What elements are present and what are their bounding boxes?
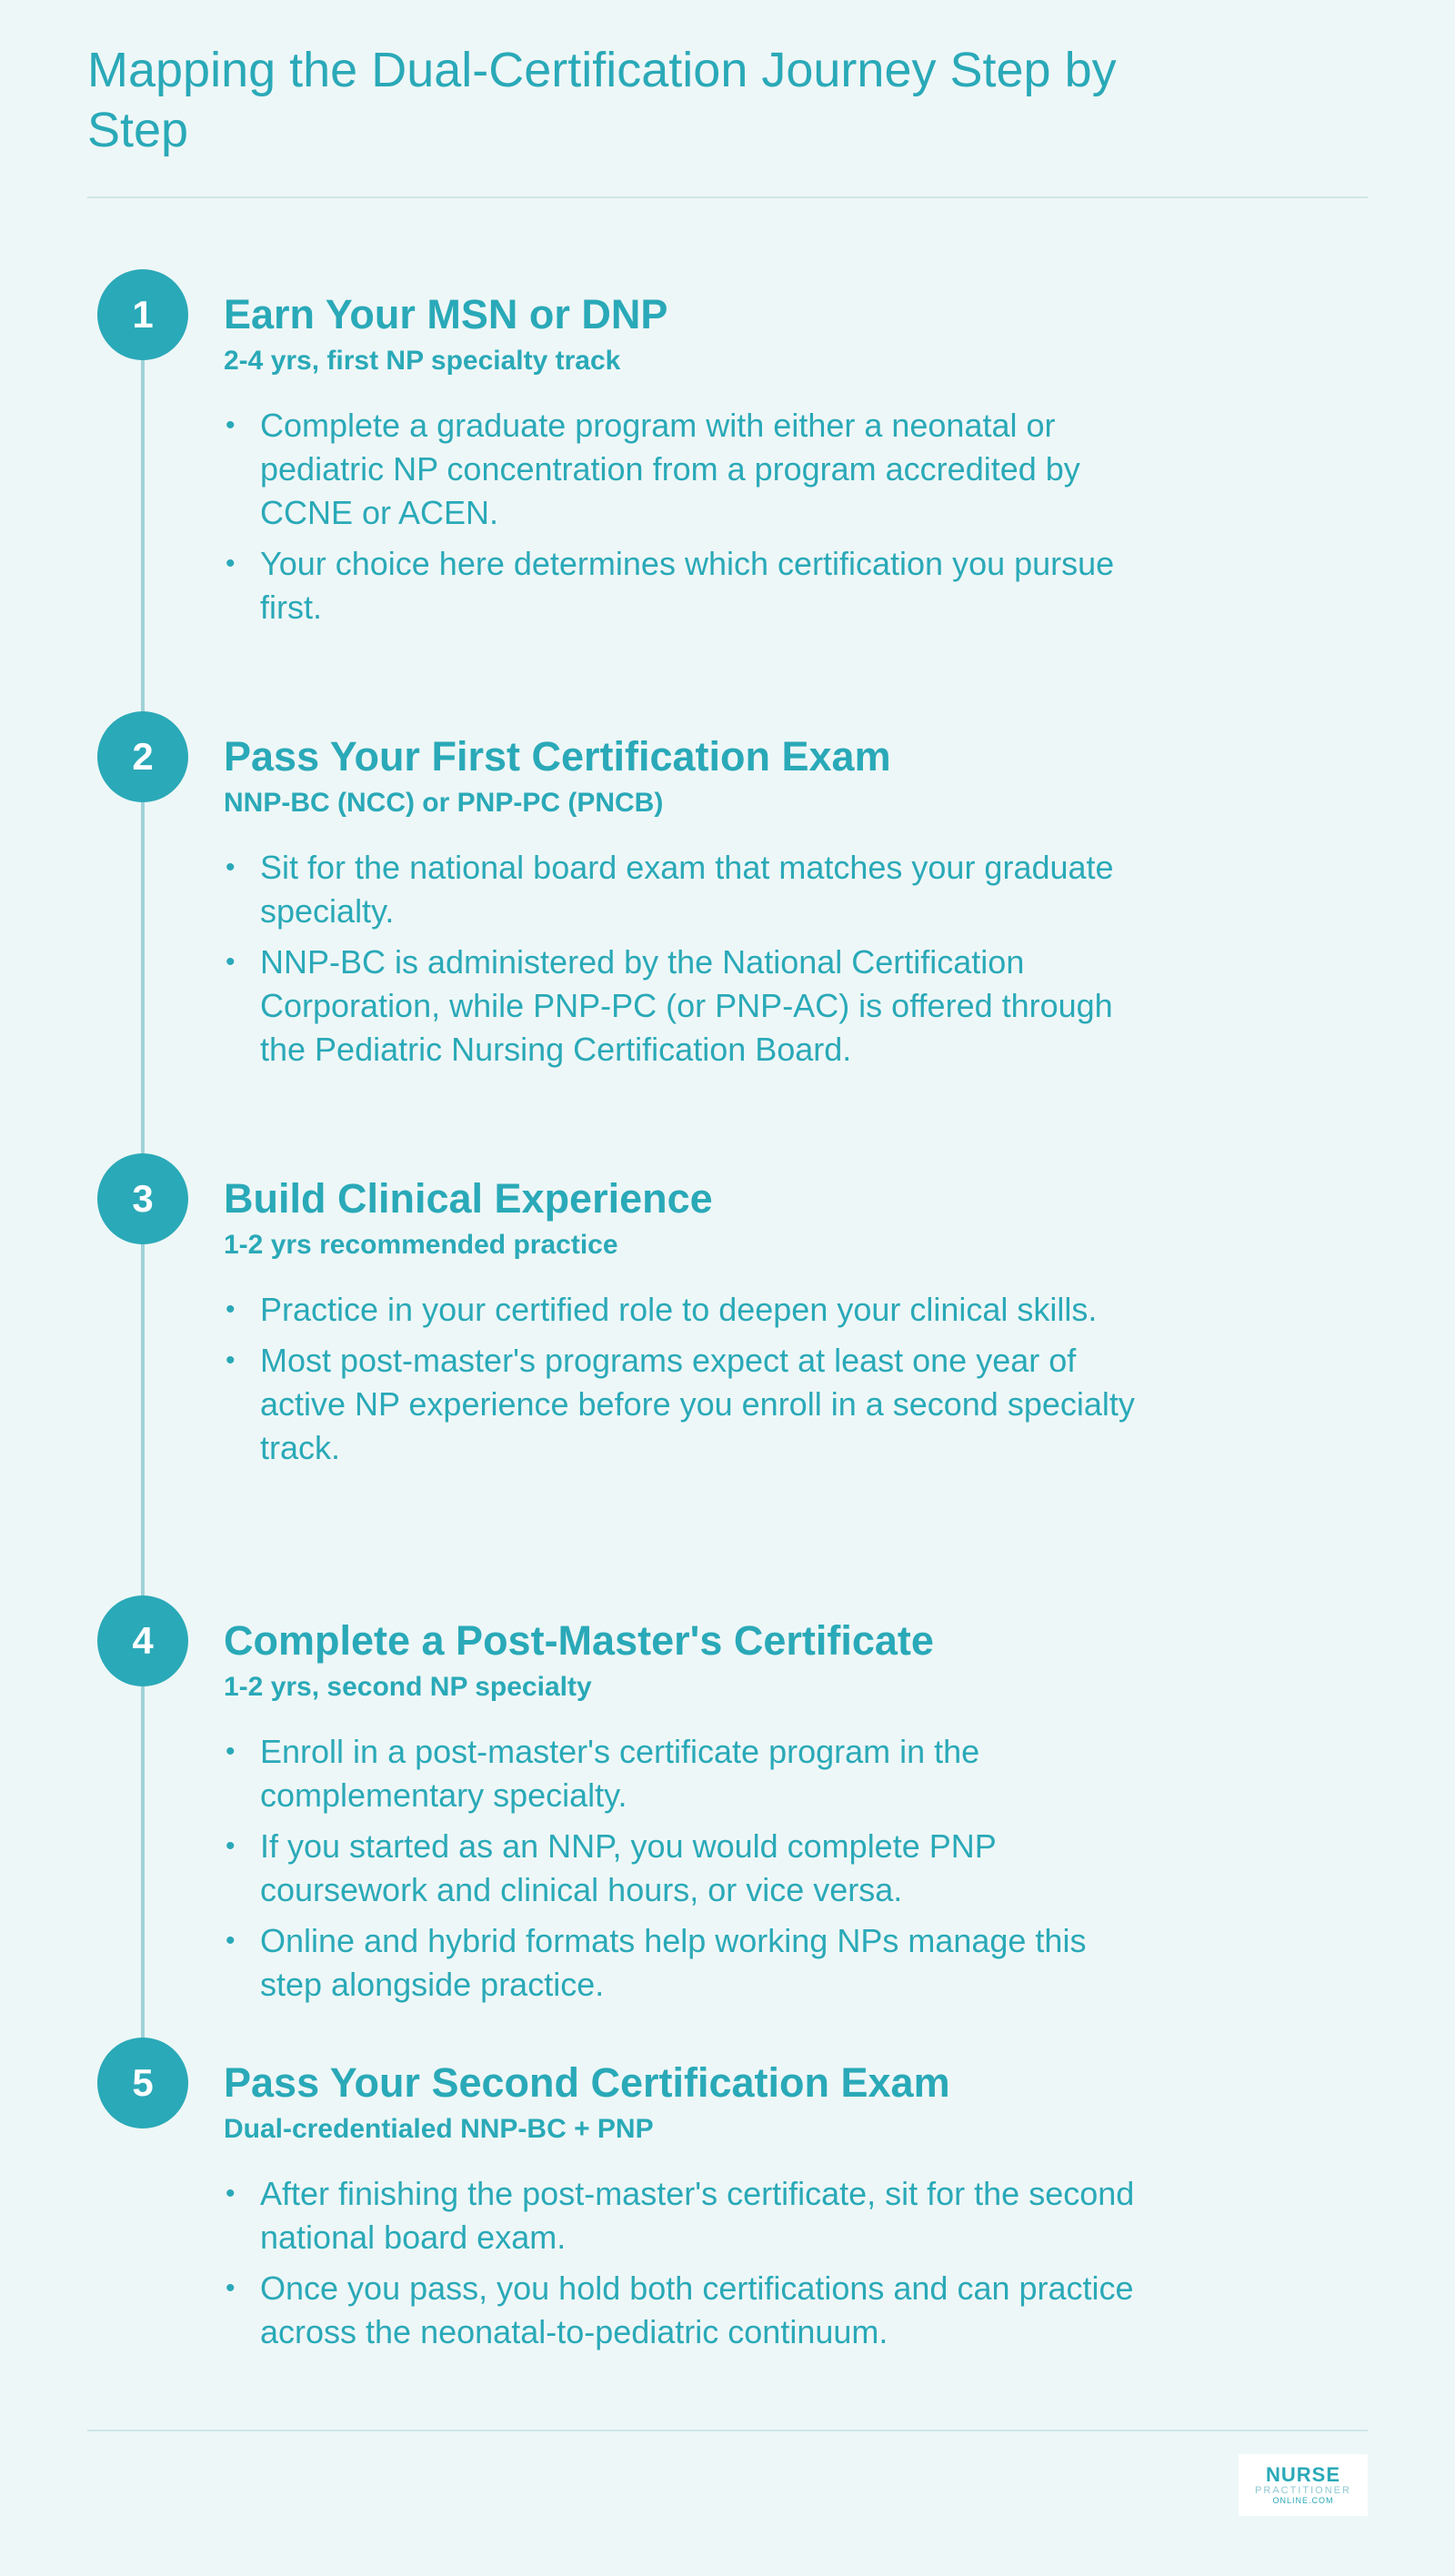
bullet-icon: • [226,1294,236,1324]
bullet-text: Enroll in a post-master's certificate program in the complementary specialty. [260,1733,980,1814]
step-bullet [224,941,1151,1072]
bullet-icon: • [226,852,236,882]
step-bullet [224,2267,1151,2354]
bullet-text: If you started as an NNP, you would complete PNP coursework and clinical hours, or vice versa. [260,1827,997,1908]
bullet-text: Complete a graduate program with either a neonatal or pediatric NP concentration from a program accredited by CCNE or ACEN. [260,407,1080,531]
bullet-icon: • [226,1736,236,1766]
bullet-text: Practice in your certified role to deepen your clinical skills. [260,1291,1098,1328]
bullet-text: Once you pass, you hold both certifications and can practice across the neonatal-to-pediatric continuum. [260,2269,1134,2350]
step-title: Earn Your MSN or DNP [224,291,668,337]
step-bullet [224,2172,1151,2259]
bullet-icon: • [226,947,236,977]
step-subtitle: 1-2 yrs recommended practice [224,1230,618,1260]
bullet-icon: • [226,548,236,579]
bullet-icon: • [226,1831,236,1861]
step-bullet-list [224,404,1151,637]
step-title: Pass Your First Certification Exam [224,733,891,780]
step-bullet [224,1825,1151,1912]
bullet-icon: • [226,2273,236,2303]
page-title: Mapping the Dual-Certification Journey Step by Step [87,43,1117,157]
bullet-icon: • [226,1345,236,1375]
step-bullet-list [224,846,1151,1079]
step-bullet [224,542,1151,629]
bullet-text: Online and hybrid formats help working NPs manage this step alongside practice. [260,1922,1087,2003]
step-bullet-list [224,1730,1151,2014]
bullet-text: NNP-BC is administered by the National Certification Corporation, while PNP-PC (or PNP-AC) is offered through the Pediatric Nursing Certification Board. [260,943,1113,1068]
step-subtitle: Dual-credentialed NNP-BC + PNP [224,2114,654,2144]
bullet-text: Sit for the national board exam that matches your graduate specialty. [260,849,1114,930]
step-bullet [224,1919,1151,2007]
step-bullet [224,1288,1151,1332]
logo-site-text: ONLINE.COM [1272,2496,1334,2505]
bullet-icon: • [226,410,236,440]
step-number-badge: 2 [97,711,188,802]
logo-main-text: NURSE [1265,2463,1340,2486]
step-title: Pass Your Second Certification Exam [224,2059,950,2106]
top-divider [87,196,1368,198]
step-number-badge: 4 [97,1595,188,1686]
step-bullet-list [224,1288,1151,1477]
step-number-badge: 5 [97,2038,188,2128]
step-bullet [224,404,1151,535]
bullet-icon: • [226,2179,236,2209]
bullet-icon: • [226,1926,236,1956]
step-bullet-list [224,2172,1151,2361]
bullet-text: Most post-master's programs expect at least one year of active NP experience before you enroll in a second specialty track. [260,1342,1135,1466]
step-bullet [224,846,1151,933]
step-subtitle: 1-2 yrs, second NP specialty [224,1672,592,1702]
step-bullet [224,1339,1151,1470]
logo-sub-text: PRACTITIONER [1255,2485,1351,2496]
step-number-badge: 3 [97,1153,188,1244]
bullet-text: Your choice here determines which certification you pursue first. [260,545,1115,626]
step-title: Complete a Post-Master's Certificate [224,1617,934,1664]
step-subtitle: NNP-BC (NCC) or PNP-PC (PNCB) [224,788,664,818]
bullet-text: After finishing the post-master's certificate, sit for the second national board exam. [260,2175,1135,2256]
step-bullet [224,1730,1151,1817]
brand-logo[interactable] [1239,2454,1368,2516]
step-title: Build Clinical Experience [224,1175,713,1222]
bottom-divider [87,2430,1368,2431]
step-subtitle: 2-4 yrs, first NP specialty track [224,346,621,376]
step-number-badge: 1 [97,269,188,360]
